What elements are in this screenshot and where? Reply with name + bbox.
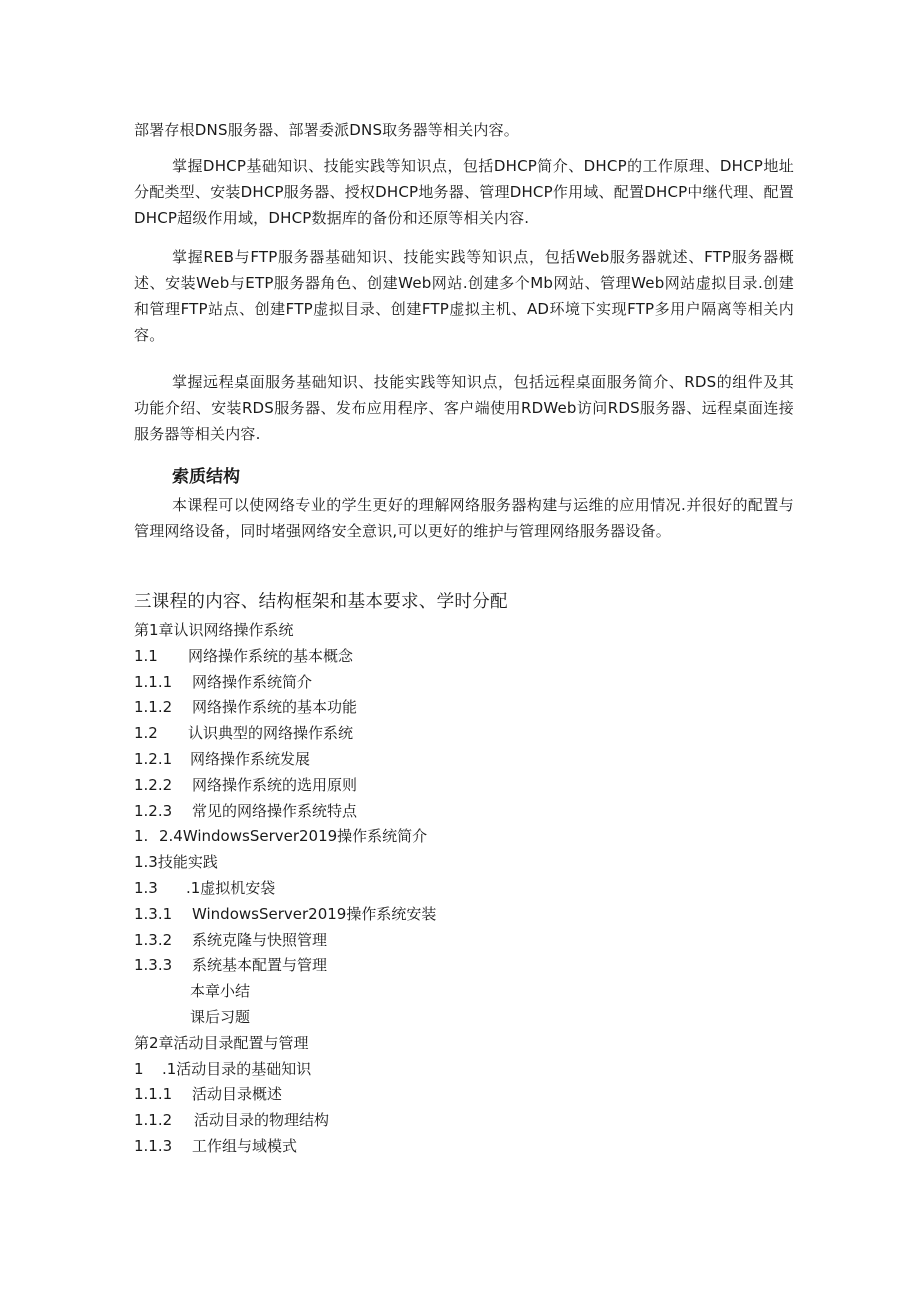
outline-item: 1.3.1 WindowsServer2019操作系统安装 <box>134 904 437 923</box>
paragraph-rds: 掌握远程桌面服务基础知识、技能实践等知识点，包括远程桌面服务简介、RDS的组件及其功能介绍、安装RDS服务器、发布应用程序、客户端使用RDWeb访问RDS服务器、远程桌面连接服务器等相关内容. <box>134 373 794 443</box>
outline-item: 1.1 网络操作系统的基本概念 <box>134 646 354 665</box>
outline-item: 课后习题 <box>190 1007 251 1026</box>
outline-item: 1.1.2 网络操作系统的基本功能 <box>134 698 358 717</box>
course-outline-list <box>134 618 794 1160</box>
outline-item: 1.2.1 网络操作系统发展 <box>134 749 311 768</box>
outline-item: 1.3.2 系统克隆与快照管理 <box>134 930 328 949</box>
outline-item: 1.2.3 常见的网络操作系统特点 <box>134 801 358 820</box>
quality-structure-heading: 索质结构 <box>172 467 240 487</box>
paragraph-web-ftp: 掌握REB与FTP服务器基础知识、技能实践等知识点，包括Web服务器就述、FTP服务器概述、安装Web与ETP服务器角色、创建Web网站.创建多个Mb网站、管理Web网站虚拟目录.创建和管理FTP站点、创建FTP虚拟目录、创建FTP虚拟主机、AD环境下实现FTP多用户隔离等相关内容。 <box>134 248 794 344</box>
paragraph-quality: 本课程可以使网络专业的学生更好的理解网络服务器构建与运维的应用情况.并很好的配置与管理网络设备，同时堵强网络安全意识,可以更好的维护与管理网络服务器设备。 <box>134 496 794 540</box>
outline-item: 1.1.1 网络操作系统简介 <box>134 672 313 691</box>
outline-item: 1.1.1 活动目录概述 <box>134 1085 283 1104</box>
outline-item: 1.2 认识典型的网络操作系统 <box>134 724 354 743</box>
outline-item: 1. 2.4WindowsServer2019操作系统简介 <box>134 827 428 846</box>
outline-item: 本章小结 <box>190 982 251 1001</box>
outline-item: 1.1.2 活动目录的物理结构 <box>134 1111 330 1130</box>
outline-item: 1.2.2 网络操作系统的选用原则 <box>134 775 358 794</box>
paragraph-dns-tail: 部署存根DNS服务器、部署委派DNS取务器等相关内容。 <box>134 121 519 139</box>
outline-item: 1 .1活动目录的基础知识 <box>134 1059 312 1078</box>
outline-item: 1.3技能实践 <box>134 853 218 872</box>
outline-item: 1.3.3 系统基本配置与管理 <box>134 956 328 975</box>
paragraph-dhcp: 掌握DHCP基础知识、技能实践等知识点，包括DHCP简介、DHCP的工作原理、DHCP地址分配类型、安装DHCP服务器、授权DHCP地务器、管理DHCP作用域、配置DHCP中继代理、配置DHCP超级作用域，DHCP数据库的备份和还原等相关内容. <box>134 157 794 227</box>
section-three-heading: 三课程的内容、结构框架和基本要求、学时分配 <box>134 592 508 612</box>
outline-item: 第2章活动目录配置与管理 <box>134 1033 309 1052</box>
outline-item: 第1章认识网络操作系统 <box>134 621 294 639</box>
outline-item: 1.1.3 工作组与域模式 <box>134 1136 298 1155</box>
outline-item: 1.3 .1虚拟机安袋 <box>134 878 276 897</box>
